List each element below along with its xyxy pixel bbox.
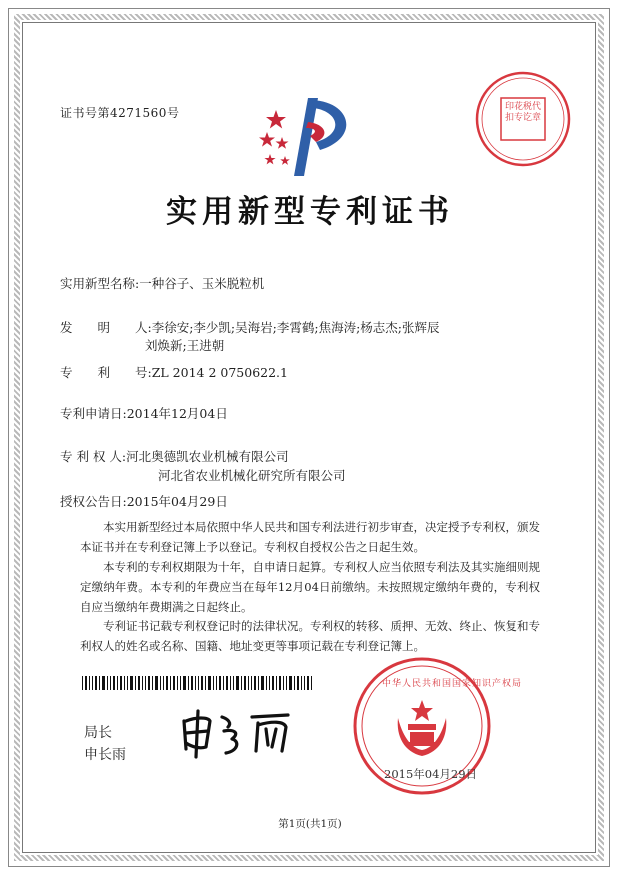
- signatory-name: 申长雨: [84, 747, 126, 763]
- paragraph-3: 专利证书记载专利权登记时的法律状况。专利权的转移、质押、无效、终止、恢复和专利权人的姓名或名称、国籍、地址变更等事项记载在专利登记簿上。: [80, 619, 540, 653]
- grant-date-row: [60, 492, 228, 512]
- patentees-row: [60, 447, 289, 467]
- grant-date-value: 2015年04月29日: [126, 494, 228, 509]
- certificate-number: 证书号第4271560号: [60, 106, 180, 120]
- patent-number-label: 专 利 号:: [60, 365, 152, 380]
- patentees-label: 专 利 权 人:: [60, 449, 127, 464]
- page-footer: 第1页(共1页): [278, 818, 342, 830]
- utility-model-name-label: 实用新型名称:: [60, 276, 140, 291]
- patentees-line1: 河北奥德凯农业机械有限公司: [126, 449, 289, 464]
- paragraph-2: 本专利的专利权期限为十年，自申请日起算。专利权人应当依照专利法及其实施细则规定缴纳年费。本专利的年费应当在每年12月04日前缴纳。未按照规定缴纳年费的，专利权自应当缴纳年费期满之日起终止。: [80, 560, 540, 614]
- patent-number-row: [60, 363, 288, 383]
- paragraph-1: 本实用新型经过本局依照中华人民共和国专利法进行初步审查，决定授予专利权，颁发本证书并在专利登记簿上予以登记。专利权自授权公告之日起生效。: [80, 520, 540, 554]
- application-date-row: [60, 404, 228, 424]
- tax-stamp-seal: [474, 70, 572, 168]
- cnipa-logo-icon: [256, 92, 366, 184]
- utility-model-name-value: 一种谷子、玉米脱粒机: [139, 276, 265, 291]
- inventors-line1: 李徐安;李少凯;吴海岩;李霄鹤;焦海涛;杨志杰;张辉辰: [151, 320, 440, 335]
- patent-number-value: ZL 2014 2 0750622.1: [151, 365, 288, 380]
- seal-date: 2015年04月29日: [384, 767, 478, 781]
- official-seal-text: 中华人民共和国国家知识产权局: [382, 679, 523, 689]
- utility-model-name-row: [60, 274, 264, 294]
- grant-date-label: 授权公告日:: [60, 494, 127, 509]
- inventors-line2: 刘焕新;王进朝: [145, 338, 225, 353]
- barcode-icon: [82, 676, 314, 690]
- inventors-label: 发 明 人:: [60, 320, 152, 335]
- patentees-line2: 河北省农业机械化研究所有限公司: [158, 468, 346, 483]
- application-date-value: 2014年12月04日: [126, 406, 228, 421]
- signatory-title: 局长: [84, 725, 112, 741]
- handwritten-signature-icon: [178, 707, 298, 759]
- certificate-title: 实用新型专利证书: [166, 194, 454, 230]
- application-date-label: 专利申请日:: [60, 406, 127, 421]
- tax-seal-text: 印花税代扣专讫章: [504, 102, 541, 123]
- inventors-row: [60, 318, 440, 338]
